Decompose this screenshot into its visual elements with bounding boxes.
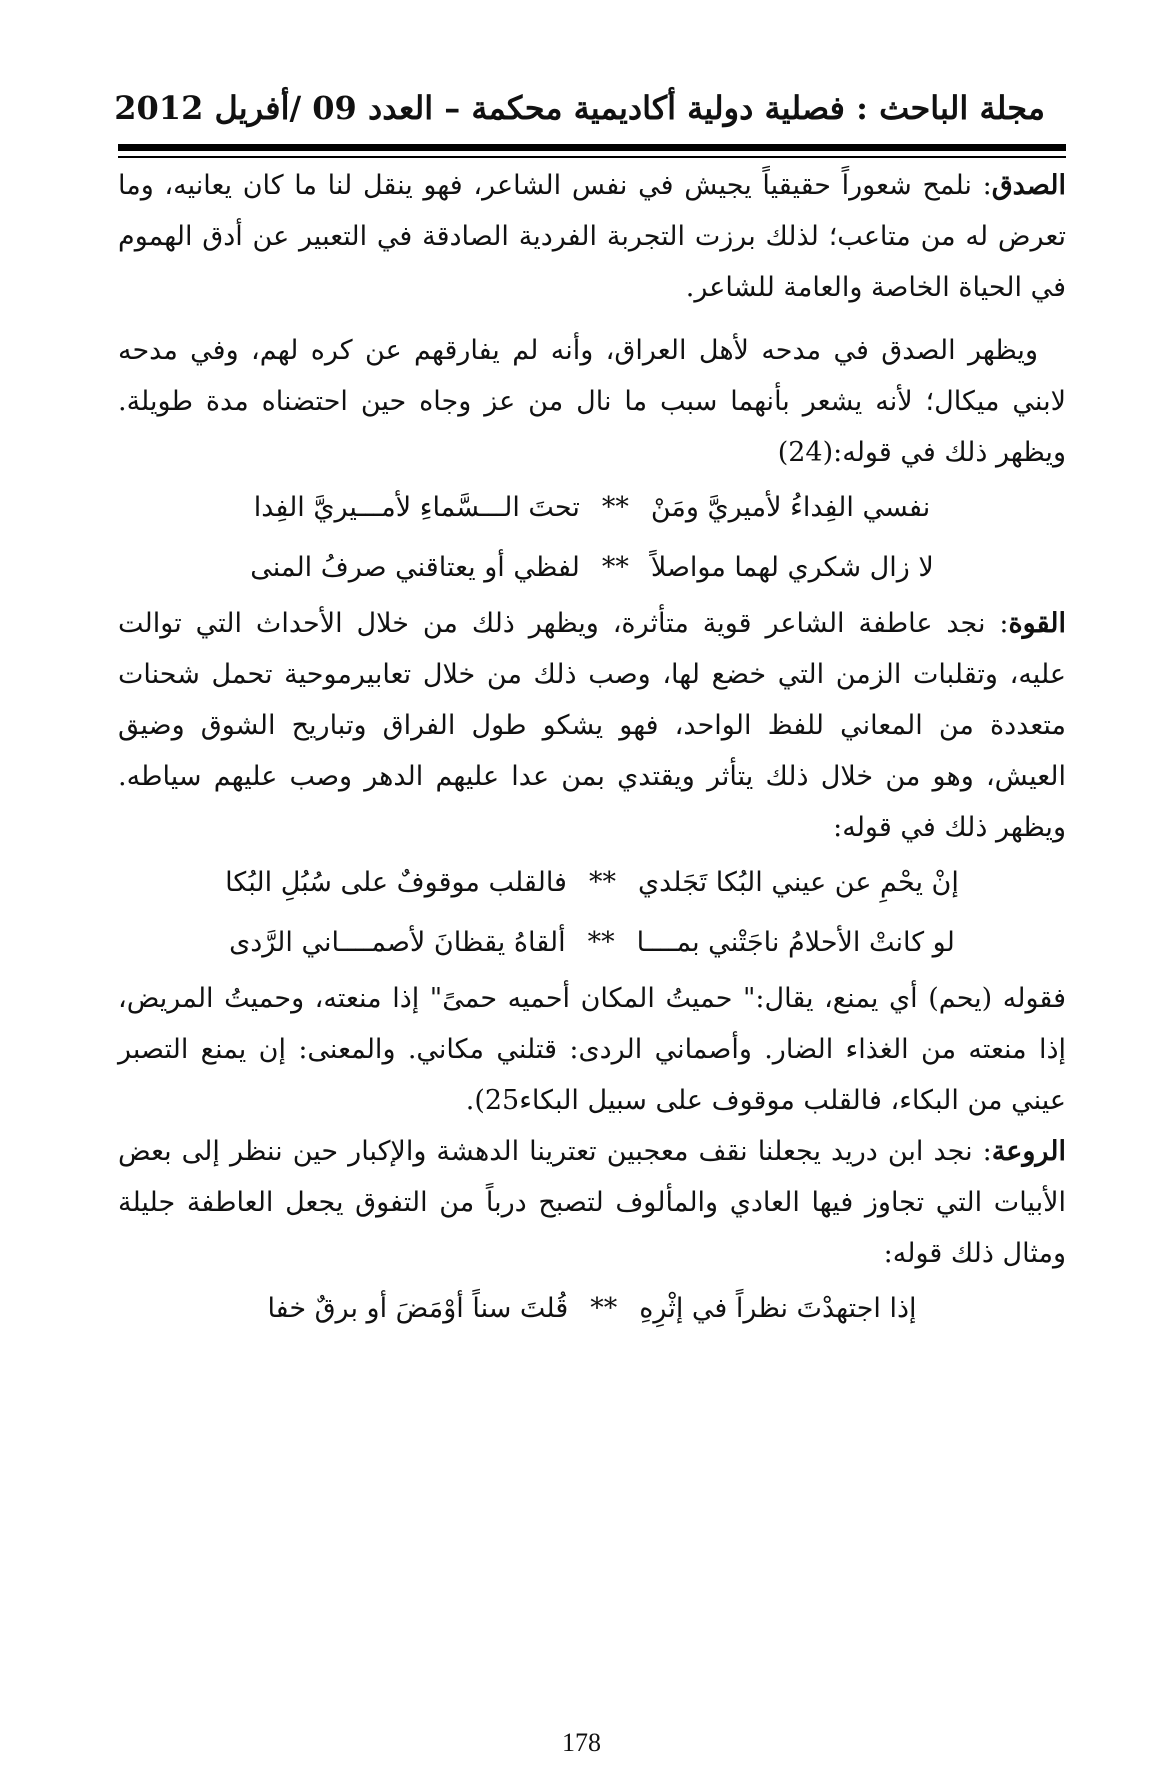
verse-first-hemistich: نفسي الفِداءُ لأميريَّ ومَنْ (650, 492, 931, 523)
header-rule-thin (118, 156, 1066, 158)
term-sidq: الصدق (991, 170, 1066, 201)
paragraph-explanation: فقوله (يحم) أي يمنع، يقال:" حميتُ المكان أحميه حمىً" إذا منعته، وحميتُ المريض، إذا منعته من الغذاء الضار. وأصماني الردى: قتلني مكاني. والمعنى: إن يمنع التصبر عيني من البكاء، فالقلب موقوف على سبيل البكاء25). (118, 983, 1066, 1116)
paragraph-sidq (118, 160, 1066, 313)
verse-line (118, 913, 1066, 973)
paragraph-quwwa (118, 598, 1066, 853)
verse-second-hemistich: ألقاهُ يقظانَ لأصمــــاني الرَّدى (229, 927, 566, 958)
verse-separator: ** (587, 927, 615, 958)
verse-second-hemistich: تحتَ الـــسَّماءِ لأمـــيريَّ الفِدا (253, 492, 580, 523)
page-number: 178 (562, 1728, 601, 1757)
verse-first-hemistich: إذا اجتهدْتَ نظراً في إثْرِهِ (639, 1293, 917, 1324)
paragraph-rawaa-text: : نجد ابن دريد يجعلنا نقف معجبين تعترينا الدهشة والإكبار حين ننظر إلى بعض الأبيات التي تجاوز فيها العادي والمألوف لتصبح درباً من التفوق يجعل العاطفة جليلة ومثال ذلك قوله: (118, 1136, 1066, 1269)
term-quwwa: القوة (1008, 608, 1066, 639)
verse-first-hemistich: إنْ يحْمِ عن عيني البُكا تَجَلدي (637, 867, 959, 898)
verse-line (118, 538, 1066, 598)
verse-separator: ** (588, 867, 616, 898)
header-rule-thick (118, 144, 1066, 151)
body-text (118, 160, 1066, 1339)
verse-first-hemistich: لو كانتْ الأحلامُ ناجَتْني بمــــا (636, 927, 955, 958)
verse-first-hemistich: لا زال شكري لهما مواصلاً (650, 552, 934, 583)
verse-line (118, 1279, 1066, 1339)
term-rawaa: الروعة (991, 1136, 1066, 1167)
verse-line (118, 853, 1066, 913)
verse-separator: ** (601, 492, 629, 523)
verse-separator: ** (601, 552, 629, 583)
running-header: مجلة الباحث : فصلية دولية أكاديمية محكمة – العدد 09 /أفريل 2012 (114, 89, 1045, 127)
verse-second-hemistich: فالقلب موقوفٌ على سُبُلِ البُكا (225, 867, 567, 898)
verse-second-hemistich: لفظي أو يعتاقني صرفُ المنى (250, 552, 580, 583)
verse-line (118, 478, 1066, 538)
verse-separator: ** (590, 1293, 618, 1324)
paragraph-sidq-text: : نلمح شعوراً حقيقياً يجيش في نفس الشاعر، فهو ينقل لنا ما كان يعانيه، وما تعرض له من متاعب؛ لذلك برزت التجربة الفردية الصادقة في التعبير عن أدق الهموم في الحياة الخاصة والعامة للشاعر. (118, 170, 1066, 303)
paragraph-rawaa (118, 1126, 1066, 1279)
paragraph-quwwa-text: : نجد عاطفة الشاعر قوية متأثرة، ويظهر ذلك من خلال الأحداث التي توالت عليه، وتقلبات الزمن التي خضع لها، وصب ذلك من خلال تعابيرموحية تحمل شحنات متعددة من المعاني للفظ الواحد، فهو يشكو طول الفراق وتباريح الشوق وضيق العيش، وهو من خلال ذلك يتأثر ويقتدي بمن عدا عليهم الدهر وصب عليهم سياطه. ويظهر ذلك في قوله: (118, 608, 1066, 843)
paragraph-sidq-2: ويظهر الصدق في مدحه لأهل العراق، وأنه لم يفارقهم عن كره لهم، وفي مدحه لابني ميكال؛ لأنه يشعر بأنهما سبب ما نال من عز وجاه حين احتضناه مدة طويلة. ويظهر ذلك في قوله:(24) (118, 335, 1066, 468)
verse-second-hemistich: قُلتَ سناً أوْمَضَ أو برقٌ خفا (267, 1293, 569, 1324)
